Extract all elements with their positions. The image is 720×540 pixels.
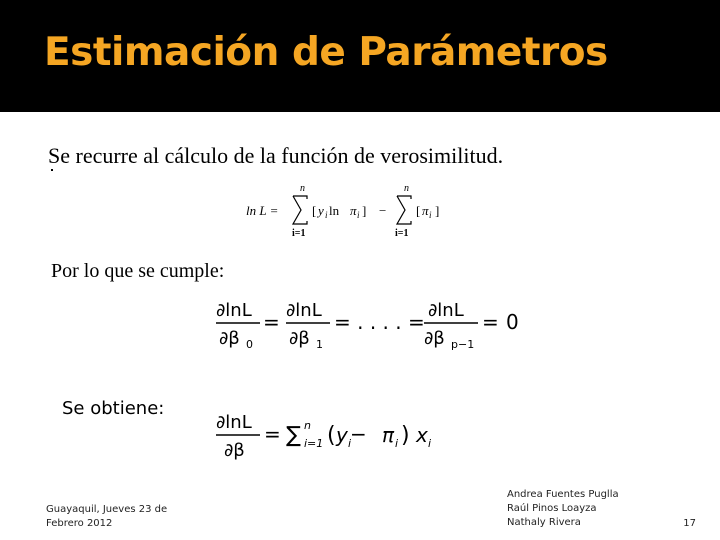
author-2: Raúl Pinos Loayza [507,503,597,514]
intro-text: Se recurre al cálculo de la función de verosimilitud. [48,143,504,168]
result-x-subscript: i [428,437,432,450]
slide-title: Estimación de Parámetros [44,30,608,75]
close-paren: ) [401,423,410,448]
page-number: 17 [683,518,696,529]
term1-pi-subscript: i [357,210,360,220]
derivative-last-numerator: ∂lnL [428,300,464,321]
term1-y: y [318,203,324,218]
log-likelihood-equation [240,178,450,240]
term2-pi: π [422,203,429,218]
ellipsis-equals: = . . . . = [334,310,425,334]
result-denominator: ∂β [224,440,245,461]
result-y-subscript: i [348,437,352,450]
result-equals: = [264,422,281,446]
footer-authors [507,488,619,530]
term1-pi: π [350,203,357,218]
transition-text: Por lo que se cumple: [51,260,225,282]
sum-upper-limit: n [300,183,305,194]
derivative-last-denominator: ∂β [424,328,445,349]
derivative-1-subscript: 1 [316,338,323,351]
term2-open-bracket: [ [416,203,421,218]
partial-derivatives-equation [210,296,530,356]
sum2-lower-limit: i=1 [395,228,409,239]
sum-sign-1 [293,196,307,224]
sigma-symbol: ∑ [286,423,301,448]
result-numerator: ∂lnL [216,412,252,433]
equals-last: = [482,310,499,334]
result-pi-subscript: i [395,437,399,450]
result-pi: π [382,423,395,447]
term1-open-bracket: [ [312,203,317,218]
term2-close-bracket: ] [435,203,440,218]
result-y: y [336,423,348,447]
result-equation [210,410,450,466]
author-3: Nathaly Rivera [507,517,581,528]
author-1: Andrea Fuentes Puglla [507,489,619,500]
result-minus: − [350,422,367,446]
footer-date [46,503,167,531]
derivative-0-subscript: 0 [246,338,253,351]
sum2-upper-limit: n [404,183,409,194]
derivative-0-denominator: ∂β [219,328,240,349]
open-paren: ( [327,423,336,448]
sum-lower-limit: i=1 [292,228,306,239]
equals-1: = [263,310,280,334]
sigma-lower-limit: i=1 [304,437,324,450]
footer-date-line-1: Guayaquil, Jueves 23 de [46,504,168,515]
derivative-1-denominator: ∂β [289,328,310,349]
derivative-last-subscript: p−1 [451,338,475,351]
sum-sign-2 [397,196,411,224]
footer-date-line-2: Febrero 2012 [46,518,113,529]
derivative-1-numerator: ∂lnL [286,300,322,321]
minus-sign: − [379,203,387,218]
term1-close-bracket: ] [362,203,367,218]
term1-y-subscript: i [325,210,328,220]
sigma-upper-limit: n [304,419,311,432]
term1-ln: ln [329,203,340,218]
result-label: Se obtiene: [62,398,165,419]
result-x: x [416,423,428,447]
equation-lhs: ln L = [246,203,279,218]
zero-value: 0 [506,310,519,334]
bullet-marker [51,169,53,171]
term2-pi-subscript: i [429,210,432,220]
derivative-0-numerator: ∂lnL [216,300,252,321]
